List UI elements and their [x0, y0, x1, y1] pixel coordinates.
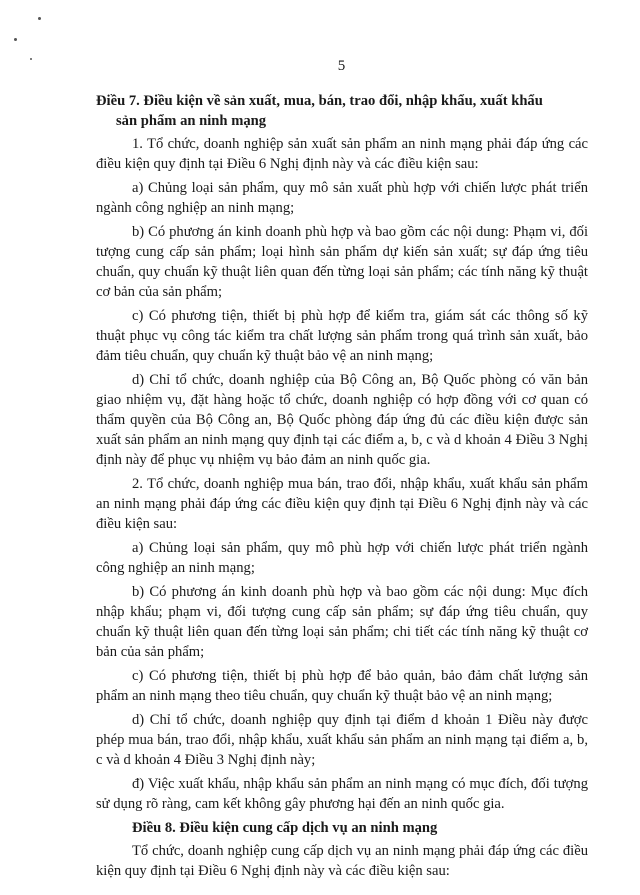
- scan-speck: [14, 38, 17, 41]
- article-8-heading: Điều 8. Điều kiện cung cấp dịch vụ an ninh mạng: [132, 820, 438, 836]
- page-number: 5: [337, 58, 346, 74]
- article-7-clause-2-point-dd: đ) Việc xuất khẩu, nhập khẩu sản phẩm an ninh mạng có mục đích, đối tượng sử dụng rõ ràng, cam kết không gây phương hại đến an ninh quốc gia.: [96, 776, 588, 812]
- article-7-clause-1: 1. Tổ chức, doanh nghiệp sản xuất sản phẩm an ninh mạng phải đáp ứng các điều kiện quy định tại Điều 6 Nghị định này và các điều kiện sau:: [96, 136, 588, 172]
- article-7-clause-2-point-b: b) Có phương án kinh doanh phù hợp và bao gồm các nội dung: Mục đích nhập khẩu; phạm vi, đối tượng cung cấp sản phẩm; sự đáp ứng tiêu chuẩn, quy chuẩn kỹ thuật liên quan đến từng loại sản phẩm; chi tiết các tính năng kỹ thuật cơ bản của sản phẩm;: [96, 584, 588, 660]
- document-body: [96, 91, 588, 885]
- article-7-clause-2-point-c: c) Có phương tiện, thiết bị phù hợp để bảo quản, bảo đảm chất lượng sản phẩm an ninh mạng theo tiêu chuẩn, quy chuẩn kỹ thuật bảo vệ an ninh mạng;: [96, 668, 588, 704]
- article-7-clause-2-point-a: a) Chủng loại sản phẩm, quy mô phù hợp với chiến lược phát triển ngành công nghiệp an ninh mạng;: [96, 540, 588, 576]
- article-7-clause-1-point-c: c) Có phương tiện, thiết bị phù hợp để kiểm tra, giám sát các thông số kỹ thuật phục vụ công tác kiểm tra chất lượng sản phẩm trong quá trình sản xuất, bảo đảm tiêu chuẩn, quy chuẩn kỹ thuật bảo vệ an ninh mạng;: [96, 308, 588, 364]
- article-7-clause-2: 2. Tổ chức, doanh nghiệp mua bán, trao đổi, nhập khẩu, xuất khẩu sản phẩm an ninh mạng phải đáp ứng các điều kiện quy định tại Điều 6 Nghị định này và các điều kiện sau:: [96, 476, 588, 532]
- article-7-heading: [96, 91, 588, 131]
- scan-speck: [38, 17, 41, 20]
- article-8-intro: Tổ chức, doanh nghiệp cung cấp dịch vụ an ninh mạng phải đáp ứng các điều kiện quy định tại Điều 6 Nghị định này và các điều kiện sau:: [96, 843, 588, 879]
- article-7-clause-2-point-d: d) Chỉ tổ chức, doanh nghiệp quy định tại điểm d khoản 1 Điều này được phép mua bán, trao đổi, nhập khẩu, xuất khẩu sản phẩm an ninh mạng tại điểm a, b, c và d khoản 4 Điều 3 Nghị định này;: [96, 712, 588, 768]
- article-7-clause-1-point-d: d) Chỉ tổ chức, doanh nghiệp của Bộ Công an, Bộ Quốc phòng có văn bản giao nhiệm vụ, đặt hàng hoặc tổ chức, doanh nghiệp có hợp đồng với cơ quan có thẩm quyền của Bộ Công an, Bộ Quốc phòng đáp ứng đủ các điều kiện được sản xuất sản phẩm an ninh mạng quy định tại các điểm a, b, c và d khoản 4 Điều 3 Nghị định này để phục vụ nhiệm vụ bảo đảm an ninh quốc gia.: [96, 372, 588, 468]
- article-7-heading-line-1: Điều 7. Điều kiện về sản xuất, mua, bán, trao đổi, nhập khẩu, xuất khẩu: [96, 93, 543, 109]
- article-7-clause-1-point-b: b) Có phương án kinh doanh phù hợp và bao gồm các nội dung: Phạm vi, đối tượng cung cấp sản phẩm; loại hình sản phẩm dự kiến sản xuất; sự đáp ứng tiêu chuẩn, quy chuẩn kỹ thuật liên quan đến từng loại sản phẩm; các tính năng kỹ thuật cơ bản của sản phẩm;: [96, 224, 588, 300]
- article-7-clause-1-point-a: a) Chủng loại sản phẩm, quy mô sản xuất phù hợp với chiến lược phát triển ngành công nghiệp an ninh mạng;: [96, 180, 588, 216]
- article-7-heading-line-2: sản phẩm an ninh mạng: [116, 113, 267, 129]
